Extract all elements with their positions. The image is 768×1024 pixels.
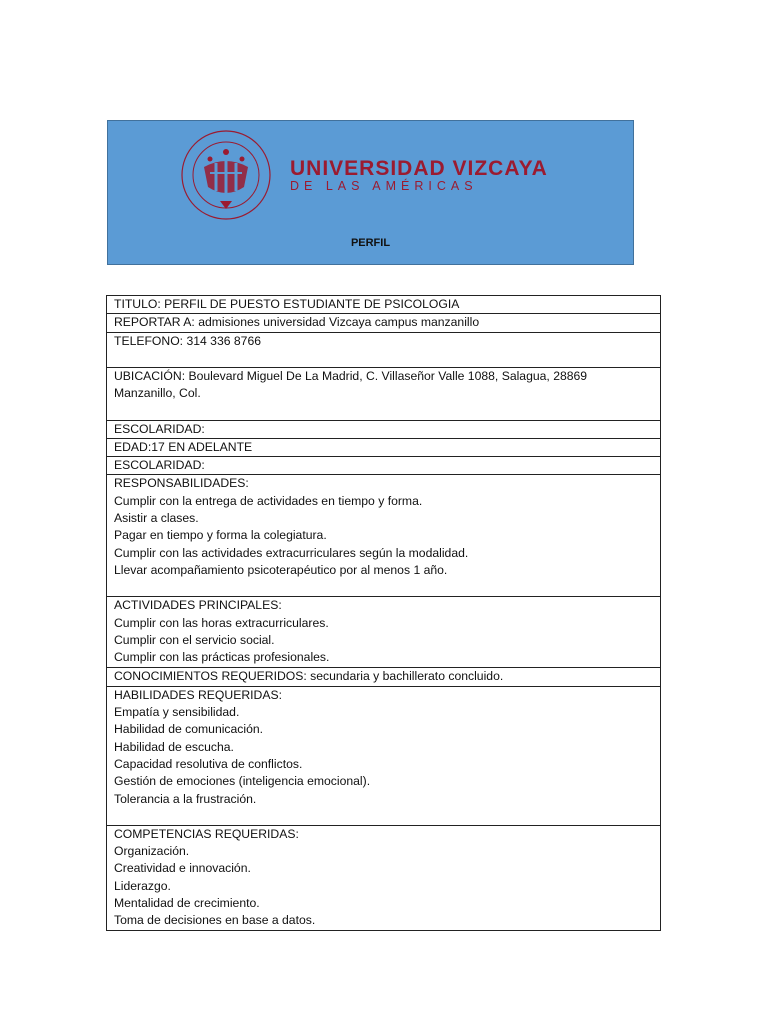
table-row [107,332,661,367]
edad-text: EDAD:17 EN ADELANTE [114,439,253,454]
university-seal-logo [180,129,272,221]
actividades-heading: ACTIVIDADES PRINCIPALES: [114,598,282,613]
habilidad-item: Habilidad de escucha. [114,739,234,754]
escolaridad-text: ESCOLARIDAD: [114,421,205,436]
university-name: UNIVERSIDAD VIZCAYA [290,157,548,180]
competencia-item: Liderazgo. [114,878,171,893]
habilidad-item: Habilidad de comunicación. [114,722,264,737]
table-row [107,475,661,597]
escolaridad-text: ESCOLARIDAD: [114,458,205,473]
actividad-item: Cumplir con las horas extracurriculares. [114,615,329,630]
habilidad-item: Empatía y sensibilidad. [114,705,240,720]
ubicacion-line: UBICACIÓN: Boulevard Miguel De La Madrid, C. Villaseñor Valle 1088, Salagua, 28869 [114,368,588,383]
ubicacion-line: Manzanillo, Col. [114,385,201,400]
table-row [107,314,661,332]
profile-table [106,295,661,931]
competencias-heading: COMPETENCIAS REQUERIDAS: [114,826,299,841]
habilidad-item: Capacidad resolutiva de conflictos. [114,756,303,771]
conocimientos-text: CONOCIMIENTOS REQUERIDOS: secundaria y bachillerato concluido. [114,669,504,684]
habilidad-item: Gestión de emociones (inteligencia emocional). [114,774,371,789]
reportar-text: REPORTAR A: admisiones universidad Vizcaya campus manzanillo [114,315,480,330]
table-row [107,420,661,438]
responsabilidades-heading: RESPONSABILIDADES: [114,476,249,491]
table-row [107,668,661,686]
competencia-item: Organización. [114,844,190,859]
competencia-item: Mentalidad de crecimiento. [114,895,260,910]
competencia-item: Toma de decisiones en base a datos. [114,913,316,928]
table-row [107,825,661,930]
responsabilidad-item: Asistir a clases. [114,511,199,526]
table-row [107,686,661,825]
responsabilidad-item: Cumplir con las actividades extracurriculares según la modalidad. [114,545,469,560]
actividad-item: Cumplir con las prácticas profesionales. [114,650,330,665]
table-row [107,597,661,668]
table-row [107,367,661,420]
habilidad-item: Tolerancia a la frustración. [114,791,257,806]
responsabilidad-item: Pagar en tiempo y forma la colegiatura. [114,528,327,543]
table-row [107,438,661,456]
university-subtitle: DE LAS AMÉRICAS [290,179,478,193]
responsabilidad-item: Llevar acompañamiento psicoterapéutico por al menos 1 año. [114,562,448,577]
competencia-item: Creatividad e innovación. [114,861,251,876]
habilidades-heading: HABILIDADES REQUERIDAS: [114,687,282,702]
responsabilidad-item: Cumplir con la entrega de actividades en tiempo y forma. [114,493,423,508]
actividad-item: Cumplir con el servicio social. [114,633,275,648]
table-row [107,296,661,314]
titulo-text: TITULO: PERFIL DE PUESTO ESTUDIANTE DE PSICOLOGIA [114,297,460,311]
telefono-text: TELEFONO: 314 336 8766 [114,333,262,348]
header-banner [107,120,634,265]
page-title: PERFIL [350,237,391,249]
table-row [107,457,661,475]
